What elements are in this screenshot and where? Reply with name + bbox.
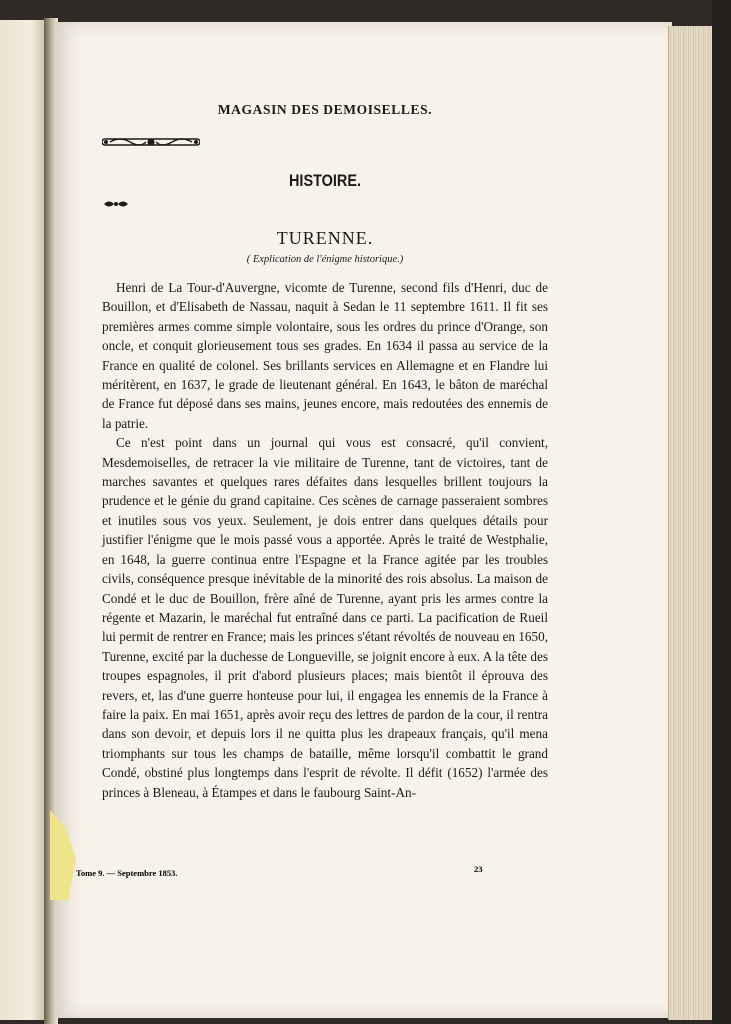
- signature-mark: 23: [474, 864, 483, 874]
- facing-page-edge: [0, 20, 45, 1020]
- header-ornament-icon: [102, 136, 200, 148]
- book-page: [56, 22, 672, 1018]
- page-content: [102, 102, 548, 802]
- page-footer: [76, 864, 483, 882]
- section-title: HISTOIRE.: [288, 171, 361, 190]
- page-block-edges: [668, 26, 713, 1020]
- volume-date-line: Tome 9. — Septembre 1853.: [76, 868, 178, 878]
- paragraph: Ce n'est point dans un journal qui vous est consacré, qu'il convient, Mesdemoiselles, de retracer la vie militaire de Turenne, tant de victoires, tant de marches savantes et quelques rares défaites dans lesquelles brillent toujours la prudence et le génie du grand capitaine. Ces scènes de carnage passeraient sombres et inutiles sous vos yeux. Seulement, je dois entrer dans quelques détails pour justifier l'énigme que le mois passé vous a apportée. Après le traité de Westphalie, en 1648, la guerre continua entre l'Espagne et la France agitée par les troubles civils, conséquence presque inévitable de la minorité des rois absolus. La maison de Condé et le duc de Bouillon, frère aîné de Turenne, ayant pris les armes contre la régente et Mazarin, le maréchal fut entraîné dans ce parti. La pacification de Rueil lui permit de rentrer en France; mais les princes s'étant révoltés de nouveau en 1650, Turenne, excité par la duchesse de Longueville, se joignit encore à eux. A la tête des troupes espagnoles, il prit d'abord plusieurs places; mais bientôt il éprouva des revers, et, las d'une guerre honteuse pour lui, il engagea les ennemis de la France à faire la paix. En mai 1651, après avoir reçu des lettres de pardon de la cour, il rentra dans son devoir, et depuis lors il ne quitta plus les drapeaux français, qu'il mena triomphants sur tous les champs de bataille, même lorsqu'il combattit le grand Condé, obstiné plus longtemps dans l'esprit de révolte. Il défit (1652) l'armée des princes à Bleneau, à Étampes et dans le faubourg Saint-An-: [102, 435, 548, 800]
- paragraph: Henri de La Tour-d'Auvergne, vicomte de Turenne, second fils d'Henri, duc de Bouillon, et d'Elisabeth de Nassau, naquit à Sedan le 11 septembre 1611. Il fit ses premières armes comme simple volontaire, sous les ordres du prince d'Orange, son oncle, et conquit glorieusement tous ses grades. En 1634 il passa au service de la France en qualité de colonel. Ses brillants services en Allemagne et en Flandre lui méritèrent, en 1637, le grade de lieutenant général. En 1643, le bâton de maréchal de France fut déposé dans ses mains, jeunes encore, mais redoutées des ennemis de la patrie.: [102, 280, 548, 431]
- article-title: TURENNE.: [276, 228, 374, 248]
- running-head: MAGASIN DES DEMOISELLES.: [217, 102, 433, 117]
- article-subtitle: ( Explication de l'énigme historique.): [246, 254, 404, 265]
- title-flourish-icon: [102, 199, 130, 209]
- book-cover-edge: [712, 0, 731, 1024]
